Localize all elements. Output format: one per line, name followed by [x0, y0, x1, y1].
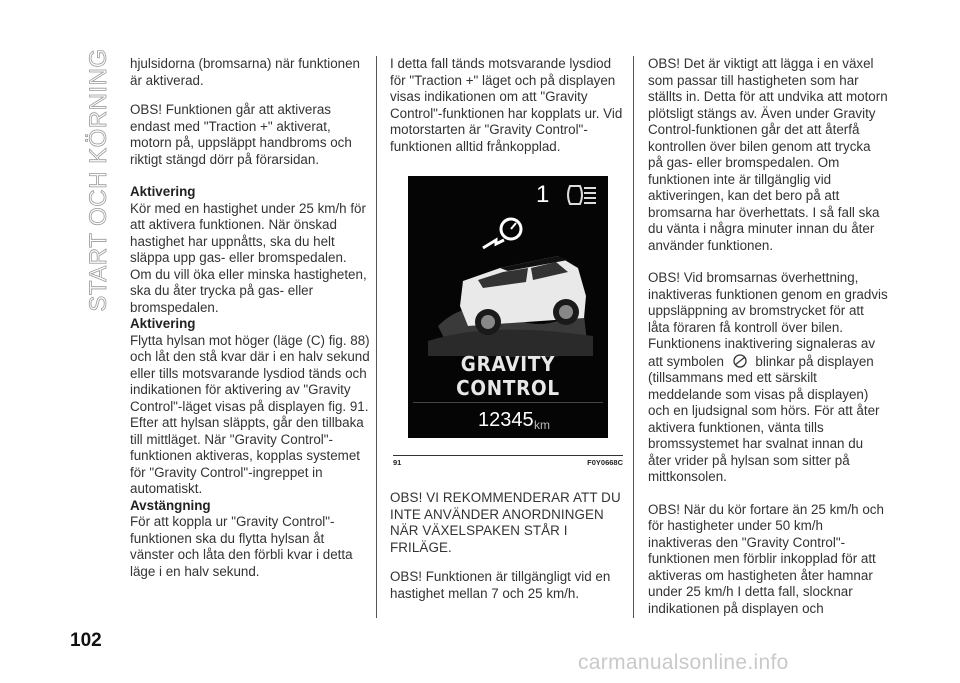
odometer-value: 12345	[478, 409, 534, 431]
figure-number: 91	[393, 458, 402, 467]
paragraph: hjulsidorna (bromsarna) när funktionen är aktiverad.	[130, 56, 360, 88]
paragraph: OBS! Funktionen går att aktiveras endast med "Traction +" aktiverat, motorn på, uppsläppt handbroms och riktigt stängd dörr på förarsidan.	[130, 102, 352, 167]
gear-indicator: 1	[536, 181, 550, 208]
watermark: carmanualsonline.info	[578, 651, 789, 674]
column-divider	[376, 56, 377, 618]
text-column-2-lower	[390, 490, 630, 615]
paragraph: Flytta hylsan mot höger (läge (C) fig. 88) och låt den stå kvar där i en halv sekund eller tills motsvarande lysdiod tänds och indikationen för aktivering av "Gravity Control"-läget visas på displayen fig. 91.	[130, 332, 370, 414]
section-heading-activation: Aktivering	[130, 184, 196, 199]
paragraph: OBS! När du kör fortare än 25 km/h och för hastigheter under 50 km/h inaktiveras den "Gravity Control"-funktionen men förblir inkopplad för att aktiveras om hastigheten åter hamnar under 25 km/h I detta fall, slocknar indikationen på displayen och	[648, 501, 884, 616]
chapter-title: START OCH KÖRNING	[85, 48, 112, 312]
section-heading-activation-2: Aktivering	[130, 316, 196, 331]
text-column-2	[390, 56, 630, 168]
paragraph: OBS! Vid bromsarnas överhettning, inaktiveras funktionen genom en gradvis uppsläppning av bromstrycket för att låta föraren få kontroll över bilen. Funktionens inaktivering signaleras av att symbolen blinkar på displayen (tillsammans med ett särskilt meddelande som visas på displayen) och en ljudsignal som hörs. För att åter aktivera funktionen, vänta tills bromssystemet har svalnat innan du åter vrider på hylsan som sitter på mittkonsolen.	[648, 270, 888, 484]
column-divider	[633, 56, 634, 618]
figure-caption	[393, 455, 623, 467]
hill-descent-warning-icon	[732, 353, 748, 369]
paragraph: I detta fall tänds motsvarande lysdiod för "Traction +" läget och på displayen visas indikationen om att "Gravity Control"-funktionen har kopplats ur. Vid motorstarten är "Gravity Control"-funktionen alltid frånkopplad.	[390, 56, 623, 154]
display-divider	[413, 402, 603, 403]
gravity-control-display-label: GRAVITY CONTROL	[456, 352, 560, 400]
odometer-unit: km	[534, 418, 550, 432]
paragraph: Efter att hylsan släppts, går den tillbaka till mittläget. När "Gravity Control"-funktionen aktiveras, kopplas systemet för "Gravity Control"-ingreppet in automatiskt.	[130, 415, 364, 496]
paragraph: OBS! VI REKOMMENDERAR ATT DU INTE ANVÄNDER ANORDNINGEN NÄR VÄXELSPAKEN STÅR I FRILÄGE.	[390, 490, 621, 555]
paragraph: OBS! Funktionen är tillgängligt vid en hastighet mellan 7 och 25 km/h.	[390, 569, 611, 601]
paragraph: OBS! Det är viktigt att lägga i en växel som passar till hastigheten som har ställts in. Detta för att undvika att motorn plötsligt stängs av. Även under Gravity Control-funktionen går det att återfå kontrollen över bilen genom att trycka på gas- eller bromspedalen. Om funktionen inte är tillgänglig vid aktiveringen, kan det bero på att bromsarna har överhettats. I så fall ska du vänta i några minuter innan du åter använder funktionen.	[648, 56, 888, 253]
headlamp-icon	[564, 182, 604, 208]
page-number: 102	[70, 630, 102, 651]
text-column-1	[130, 56, 370, 580]
figure-code: F0Y0668C	[587, 458, 623, 467]
paragraph: För att koppla ur "Gravity Control"-funktionen ska du flytta hylsan åt vänster och låta den förbli kvar i detta läge i en halv sekund.	[130, 514, 353, 579]
text-column-3	[648, 56, 888, 630]
section-heading-deactivation: Avstängning	[130, 497, 211, 513]
paragraph: Kör med en hastighet under 25 km/h för att aktivera funktionen. När önskad hastighet har uppnåtts, ska du helt släppa upp gas- eller bromspedalen. Om du vill öka eller minska hastigheten, ska du åter trycka på gas- eller bromspedalen.	[130, 200, 367, 315]
